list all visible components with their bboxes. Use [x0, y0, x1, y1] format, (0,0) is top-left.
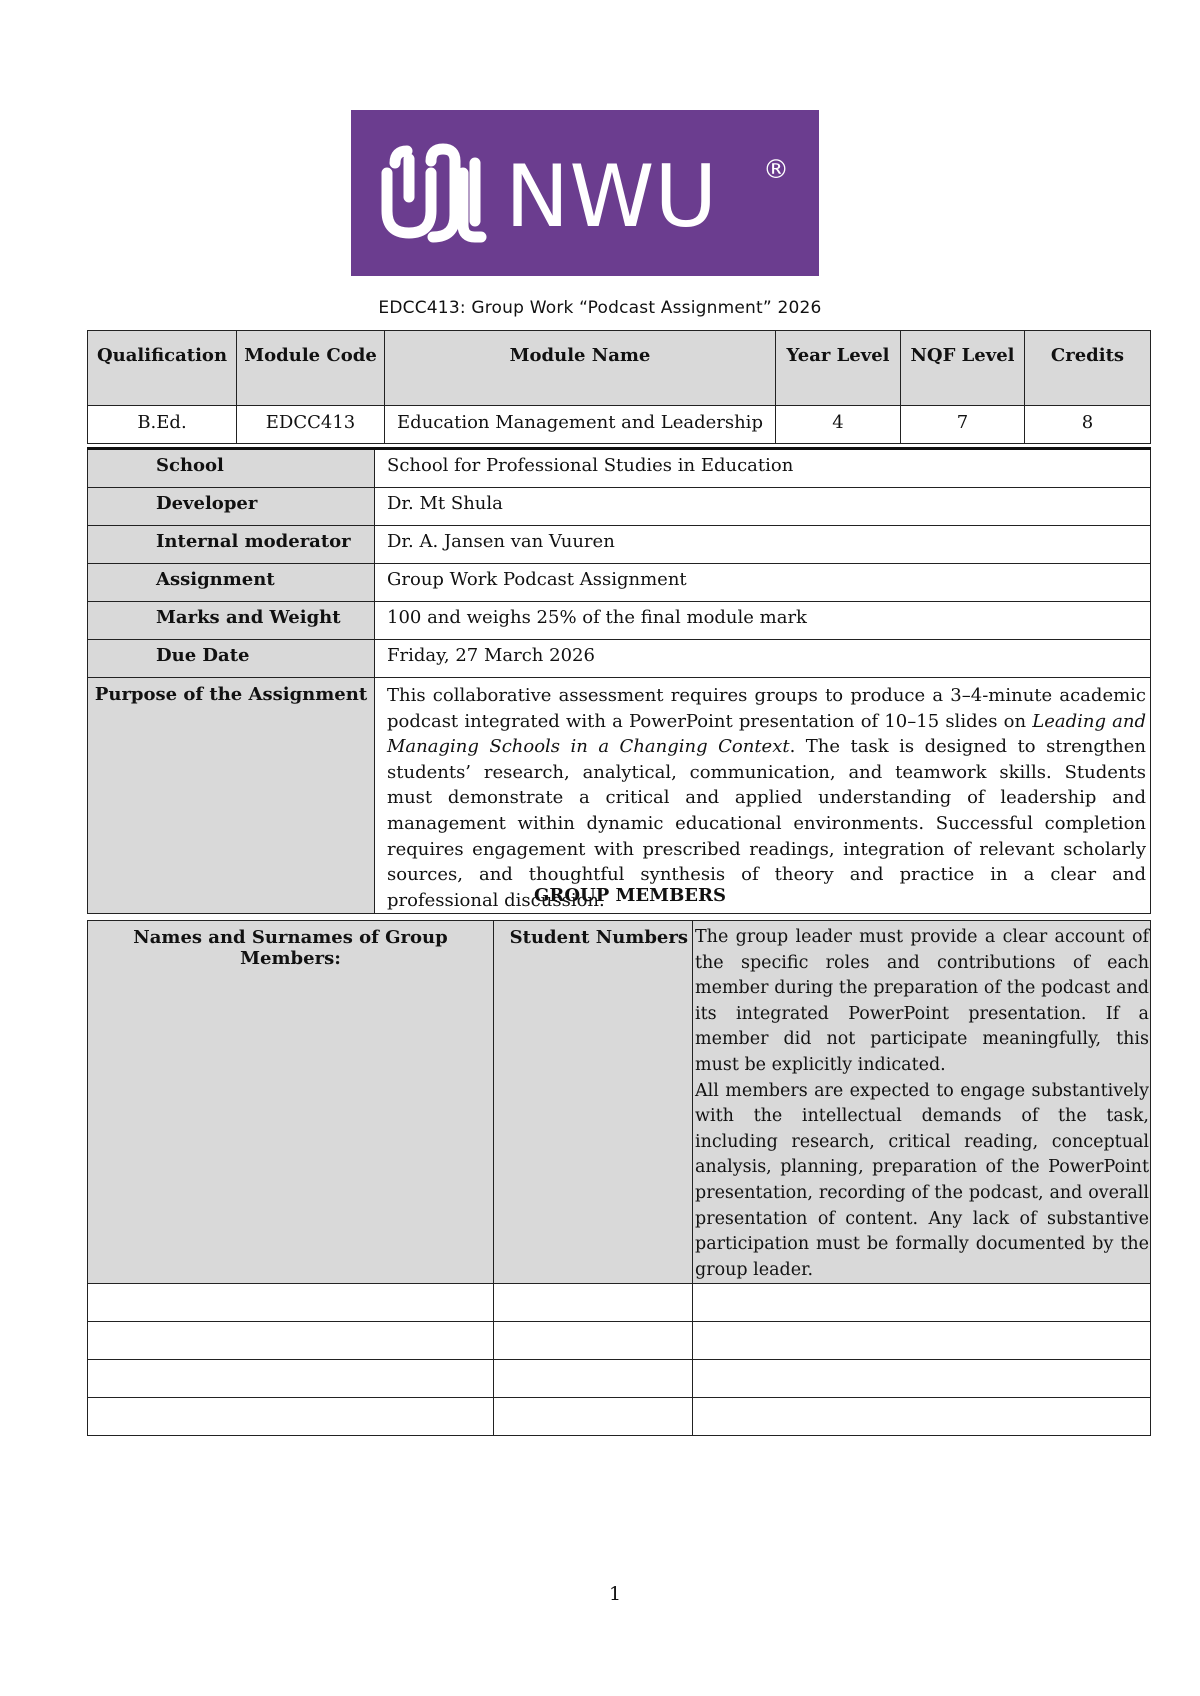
header-module-name: Module Name: [385, 331, 776, 406]
member-contribution-cell[interactable]: [693, 1284, 1151, 1322]
value-developer: Dr. Mt Shula: [375, 488, 1151, 526]
label-assignment: Assignment: [88, 564, 375, 602]
member-number-cell[interactable]: [494, 1284, 693, 1322]
header-qualification: Qualification: [88, 331, 237, 406]
nwu-logo: [351, 110, 819, 276]
value-due-date: Friday, 27 March 2026: [375, 640, 1151, 678]
member-number-cell[interactable]: [494, 1322, 693, 1360]
label-due-date: Due Date: [88, 640, 375, 678]
member-name-cell[interactable]: [88, 1322, 494, 1360]
member-row: [88, 1284, 1151, 1322]
member-row: [88, 1398, 1151, 1436]
member-name-cell[interactable]: [88, 1398, 494, 1436]
value-year-level: 4: [776, 406, 901, 444]
assignment-info-table: [87, 447, 1151, 914]
member-number-cell[interactable]: [494, 1398, 693, 1436]
label-internal-moderator: Internal moderator: [88, 526, 375, 564]
member-contribution-cell[interactable]: [693, 1322, 1151, 1360]
purpose-paragraph: [375, 678, 1150, 913]
logo-text: NWU: [505, 147, 718, 247]
value-school: School for Professional Studies in Education: [375, 449, 1151, 488]
header-module-code: Module Code: [237, 331, 385, 406]
label-school: School: [88, 449, 375, 488]
group-members-table: [87, 920, 1151, 1436]
member-contribution-cell[interactable]: [693, 1360, 1151, 1398]
label-purpose: Purpose of the Assignment: [88, 678, 375, 914]
value-purpose: [375, 678, 1151, 914]
member-row: [88, 1360, 1151, 1398]
logo-registered-mark: ®: [763, 155, 789, 185]
document-title: EDCC413: Group Work “Podcast Assignment” 2026: [378, 298, 822, 318]
header-credits: Credits: [1025, 331, 1151, 406]
page-number: 1: [608, 1583, 622, 1605]
instructions-paragraph-2: All members are expected to engage substantively with the intellectual demands of the task, including research, critical reading, conceptual analysis, planning, preparation of the PowerPoint presentation, recording of the podcast, and overall presentation of content. Any lack of substantive participation must be formally documented by the group leader.: [695, 1080, 1149, 1280]
value-module-name: Education Management and Leadership: [385, 406, 776, 444]
header-year-level: Year Level: [776, 331, 901, 406]
value-marks-weight: 100 and weighs 25% of the final module mark: [375, 602, 1151, 640]
member-name-cell[interactable]: [88, 1284, 494, 1322]
label-developer: Developer: [88, 488, 375, 526]
value-nqf-level: 7: [901, 406, 1025, 444]
value-credits: 8: [1025, 406, 1151, 444]
member-contribution-cell[interactable]: [693, 1398, 1151, 1436]
purpose-topic-italic: Leading and Managing Schools in a Changing Context: [387, 710, 1146, 758]
instructions-paragraph-1: The group leader must provide a clear account of the specific roles and contributions of each member during the preparation of the podcast and its integrated PowerPoint presentation. If a member did not participate meaningfully, this must be explicitly indicated.: [695, 927, 1149, 1075]
value-qualification: B.Ed.: [88, 406, 237, 444]
header-names-surnames: Names and Surnames of Group Members:: [88, 921, 494, 1284]
member-name-cell[interactable]: [88, 1360, 494, 1398]
group-members-title: GROUP MEMBERS: [534, 885, 726, 906]
value-module-code: EDCC413: [237, 406, 385, 444]
module-details-table: [87, 330, 1151, 444]
member-row: [88, 1322, 1151, 1360]
header-student-numbers: Student Numbers: [494, 921, 693, 1284]
value-internal-moderator: Dr. A. Jansen van Vuuren: [375, 526, 1151, 564]
label-marks-weight: Marks and Weight: [88, 602, 375, 640]
header-nqf-level: NQF Level: [901, 331, 1025, 406]
group-instructions: [693, 921, 1151, 1284]
member-number-cell[interactable]: [494, 1360, 693, 1398]
value-assignment: Group Work Podcast Assignment: [375, 564, 1151, 602]
nwu-logo-graphic: [375, 133, 795, 253]
purpose-text-start: This collaborative assessment requires groups to produce a 3–4-minute academic podcast integrated with a PowerPoint presentation of 10–15 slides on: [387, 685, 1146, 732]
purpose-text-end: . The task is designed to strengthen students’ research, analytical, communication, and teamwork skills. Students must demonstrate a critical and applied understanding of leadership and management within dynamic educational environments. Successful completion requires engagement with prescribed readings, integration of relevant scholarly sources, and thoughtful synthesis of theory and practice in a clear and professional discussion.: [387, 736, 1146, 911]
